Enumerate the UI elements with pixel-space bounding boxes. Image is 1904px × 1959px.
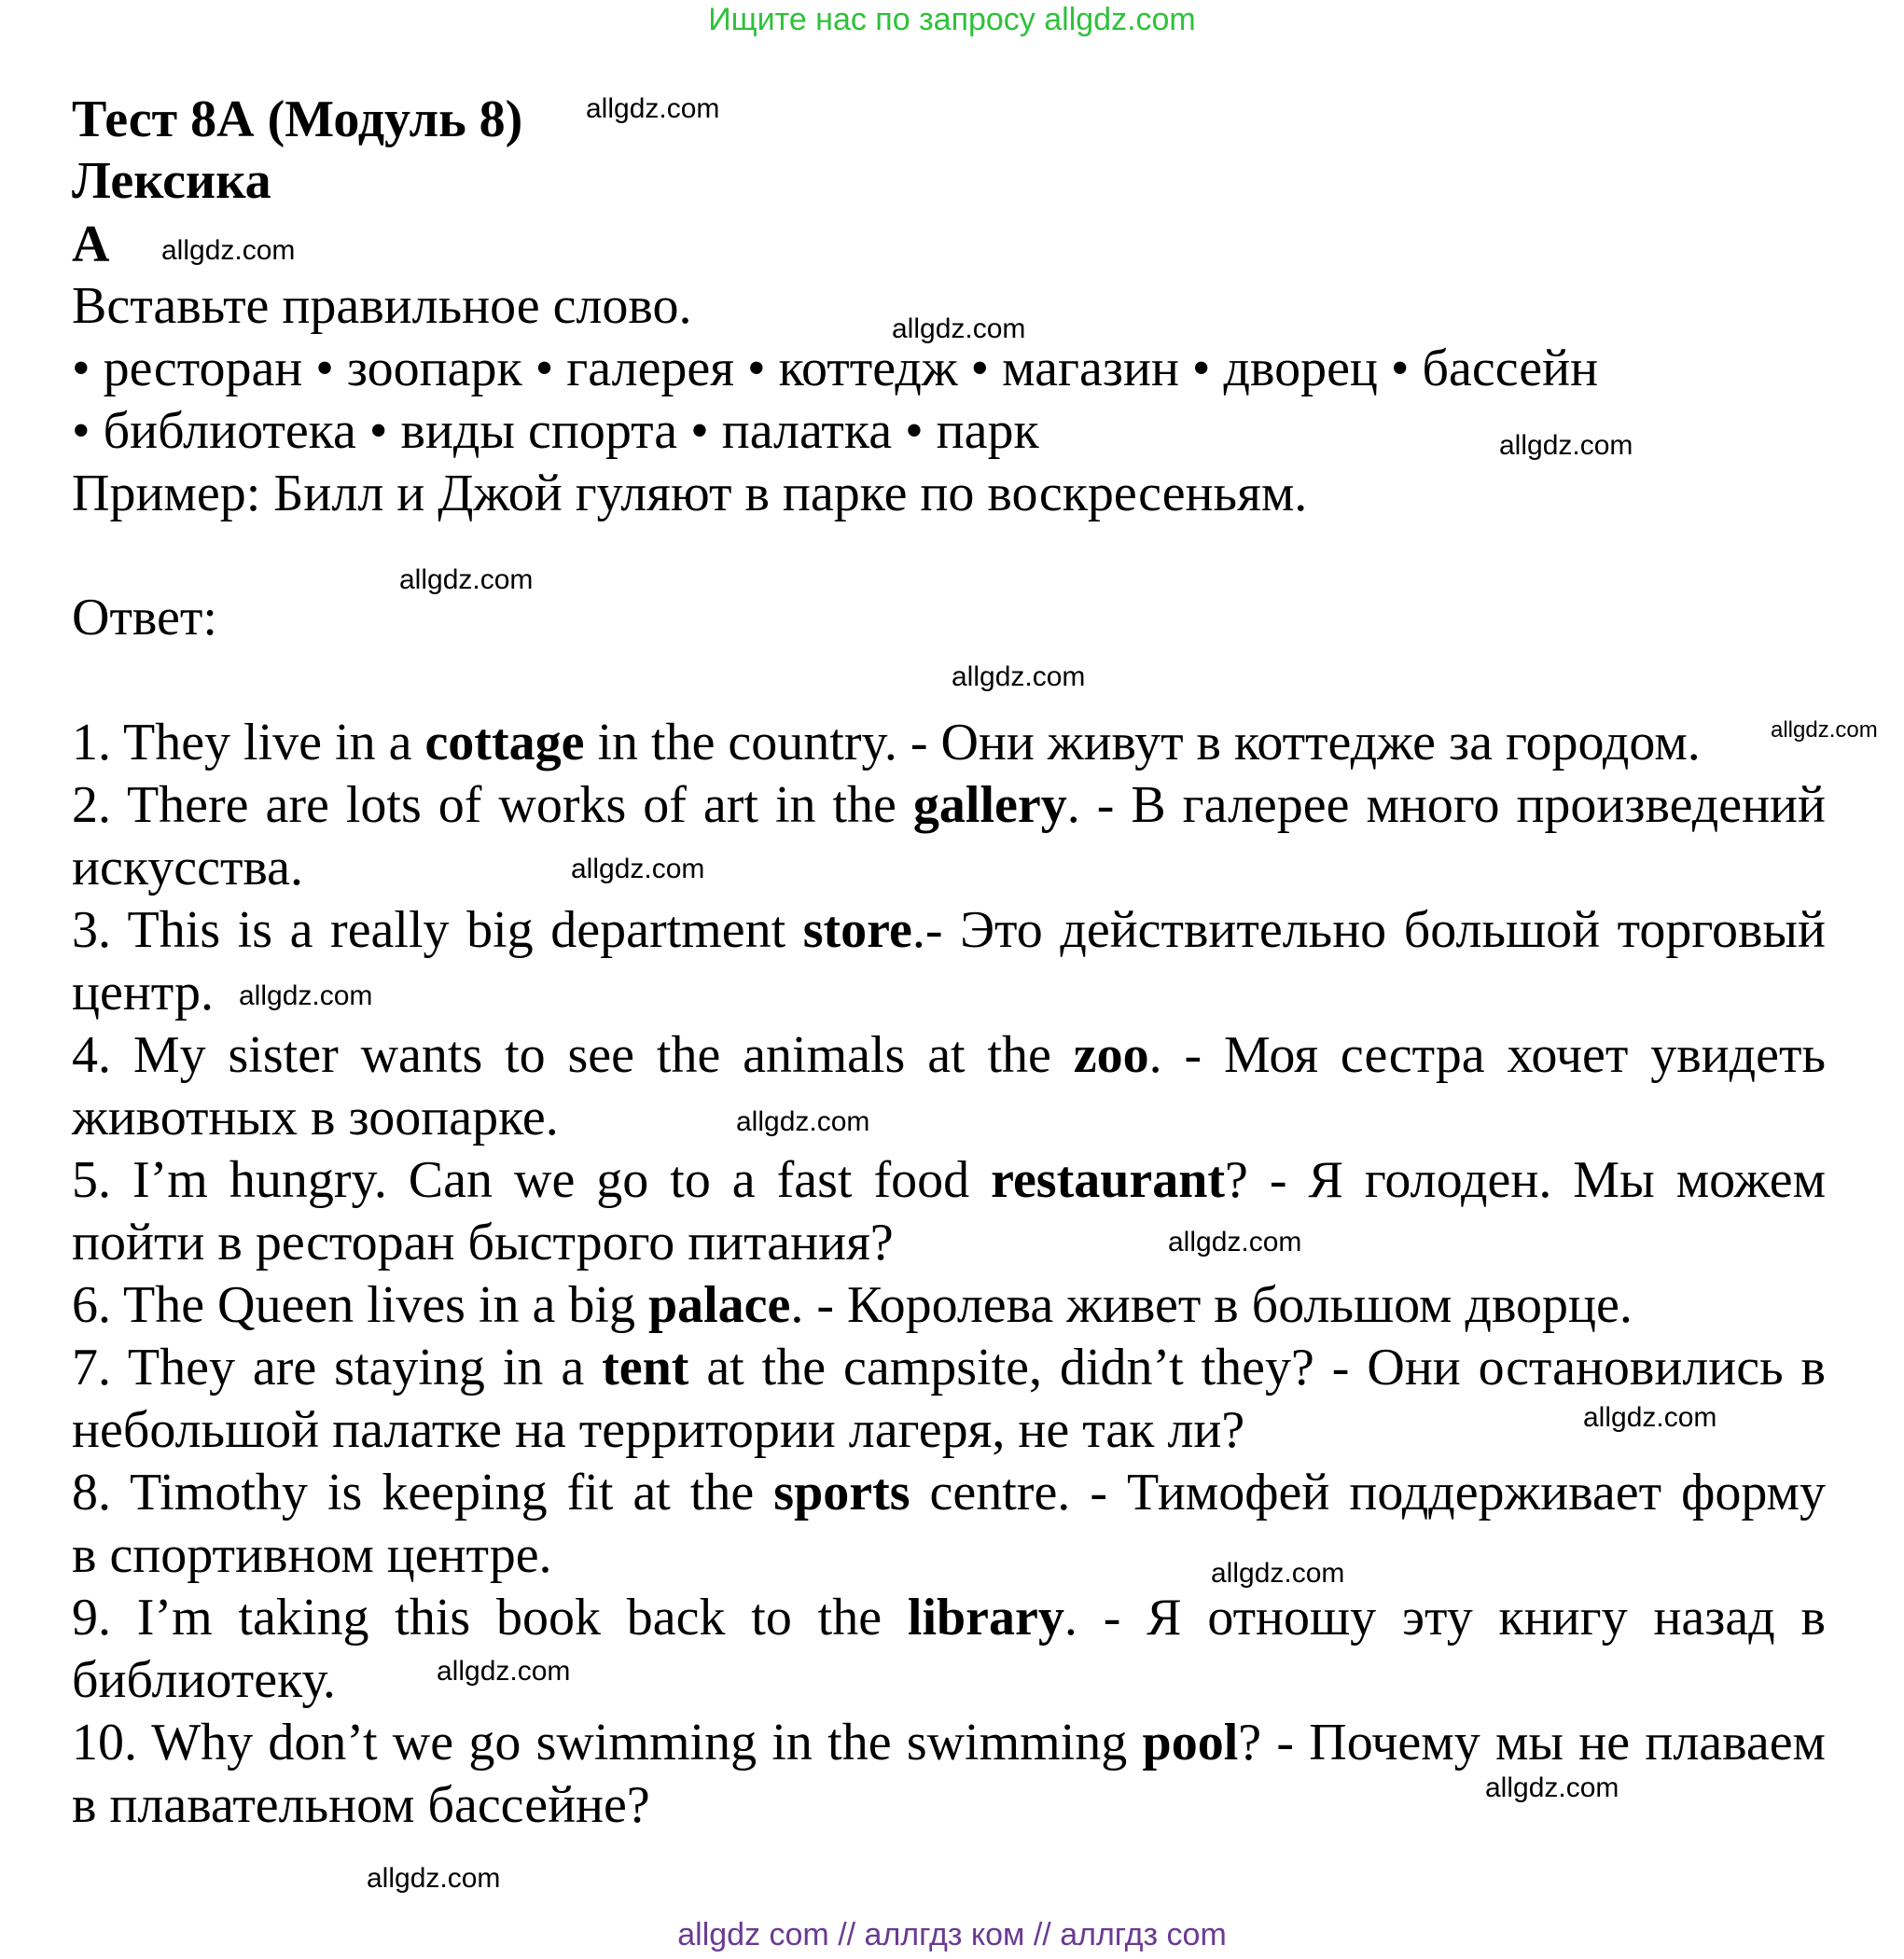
- answer-9-keyword: library: [907, 1589, 1064, 1646]
- footer-banner: allgdz com // аллгдз ком // аллгдз com: [677, 1917, 1227, 1952]
- watermark: allgdz.com: [586, 93, 720, 124]
- answer-3-post: .- Это действительно большой торговый: [911, 901, 1826, 959]
- answer-1-keyword: cottage: [424, 714, 585, 771]
- answer-10-post: ? - Почему мы не плаваем: [1238, 1714, 1826, 1771]
- answer-7-keyword: tent: [602, 1339, 689, 1396]
- answer-1-pre: 1. They live in a: [72, 714, 425, 771]
- answer-2-pre: 2. There are lots of works of art in the: [72, 776, 913, 834]
- answer-9-pre: 9. I’m taking this book back to the: [72, 1589, 908, 1646]
- answer-4-pre: 4. My sister wants to see the animals at the: [72, 1026, 1074, 1084]
- answer-9-post: . - Я отношу эту книгу назад в: [1063, 1589, 1826, 1646]
- answer-5: [72, 1151, 1826, 1209]
- answer-4-continuation: животных в зоопарке.: [72, 1089, 559, 1146]
- answer-10-keyword: pool: [1142, 1714, 1239, 1771]
- top-banner: Ищите нас по запросу allgdz.com: [708, 2, 1196, 37]
- watermark: allgdz.com: [1485, 1772, 1619, 1803]
- answer-6-keyword: palace: [647, 1276, 791, 1334]
- answer-5-pre: 5. I’m hungry. Can we go to a fast food: [72, 1151, 992, 1209]
- answer-8-keyword: sports: [773, 1464, 910, 1521]
- answer-4-post: . - Моя сестра хочет увидеть: [1148, 1026, 1826, 1084]
- watermark: allgdz.com: [239, 980, 373, 1011]
- answer-9: [72, 1591, 1826, 1644]
- answer-5-continuation: пойти в ресторан быстрого питания?: [72, 1214, 894, 1271]
- word-bank-line-1: • ресторан • зоопарк • галерея • коттедж • магазин • дворец • бассейн: [72, 340, 1599, 397]
- answer-7: [72, 1341, 1826, 1394]
- answer-8-pre: 8. Timothy is keeping fit at the: [72, 1464, 774, 1521]
- watermark: allgdz.com: [1168, 1227, 1302, 1257]
- answer-2: [72, 776, 1826, 834]
- answer-10-continuation: в плавательном бассейне?: [72, 1776, 650, 1834]
- answer-2-continuation: искусства.: [72, 839, 303, 896]
- answer-6-pre: 6. The Queen lives in a big: [72, 1276, 648, 1334]
- answer-2-post: . - В галерее много произведений: [1066, 776, 1826, 834]
- answer-9-continuation: библиотеку.: [72, 1651, 336, 1709]
- section-title: Лексика: [72, 152, 271, 210]
- answer-8-post: centre. - Тимофей поддерживает форму: [910, 1464, 1826, 1521]
- answer-1: [72, 716, 1701, 769]
- watermark: allgdz.com: [1771, 717, 1878, 743]
- answer-6-post: . - Королева живет в большом дворце.: [790, 1276, 1633, 1334]
- watermark: allgdz.com: [1583, 1402, 1717, 1433]
- answer-10-pre: 10. Why don’t we go swimming in the swimming: [72, 1714, 1143, 1771]
- watermark: allgdz.com: [952, 661, 1086, 692]
- answer-1-post: in the country. - Они живут в коттедже за городом.: [584, 714, 1701, 771]
- watermark: allgdz.com: [571, 854, 705, 884]
- watermark: allgdz.com: [399, 564, 534, 595]
- part-label: А: [72, 215, 110, 273]
- answer-3-pre: 3. This is a really big department: [72, 901, 803, 959]
- example-sentence: Пример: Билл и Джой гуляют в парке по воскресеньям.: [72, 465, 1308, 522]
- answer-7-post: at the campsite, didn’t they? - Они остановились в: [688, 1339, 1826, 1396]
- instruction: Вставьте правильное слово.: [72, 277, 692, 335]
- word-bank-line-2: • библиотека • виды спорта • палатка • парк: [72, 402, 1039, 460]
- answer-3-keyword: store: [802, 901, 912, 959]
- answer-3-continuation: центр.: [72, 964, 214, 1021]
- watermark: allgdz.com: [1211, 1558, 1345, 1589]
- answer-4: [72, 1026, 1826, 1084]
- watermark: allgdz.com: [1499, 430, 1633, 461]
- watermark: allgdz.com: [161, 235, 296, 266]
- answer-5-keyword: restaurant: [991, 1151, 1226, 1209]
- watermark: allgdz.com: [437, 1656, 571, 1687]
- test-title: Тест 8А (Модуль 8): [72, 90, 523, 148]
- answer-4-keyword: zoo: [1073, 1026, 1149, 1084]
- answer-3: [72, 901, 1826, 959]
- answer-5-post: ? - Я голоден. Мы можем: [1225, 1151, 1826, 1209]
- answer-8: [72, 1466, 1826, 1519]
- answer-8-continuation: в спортивном центре.: [72, 1526, 552, 1584]
- watermark: allgdz.com: [892, 313, 1026, 344]
- answer-6: [72, 1276, 1633, 1334]
- answer-7-continuation: небольшой палатке на территории лагеря, не так ли?: [72, 1401, 1245, 1459]
- answer-7-pre: 7. They are staying in a: [72, 1339, 603, 1396]
- answer-label: Ответ:: [72, 589, 217, 646]
- answer-2-keyword: gallery: [912, 776, 1067, 834]
- answer-10: [72, 1716, 1826, 1769]
- watermark: allgdz.com: [736, 1106, 870, 1137]
- watermark: allgdz.com: [367, 1863, 501, 1894]
